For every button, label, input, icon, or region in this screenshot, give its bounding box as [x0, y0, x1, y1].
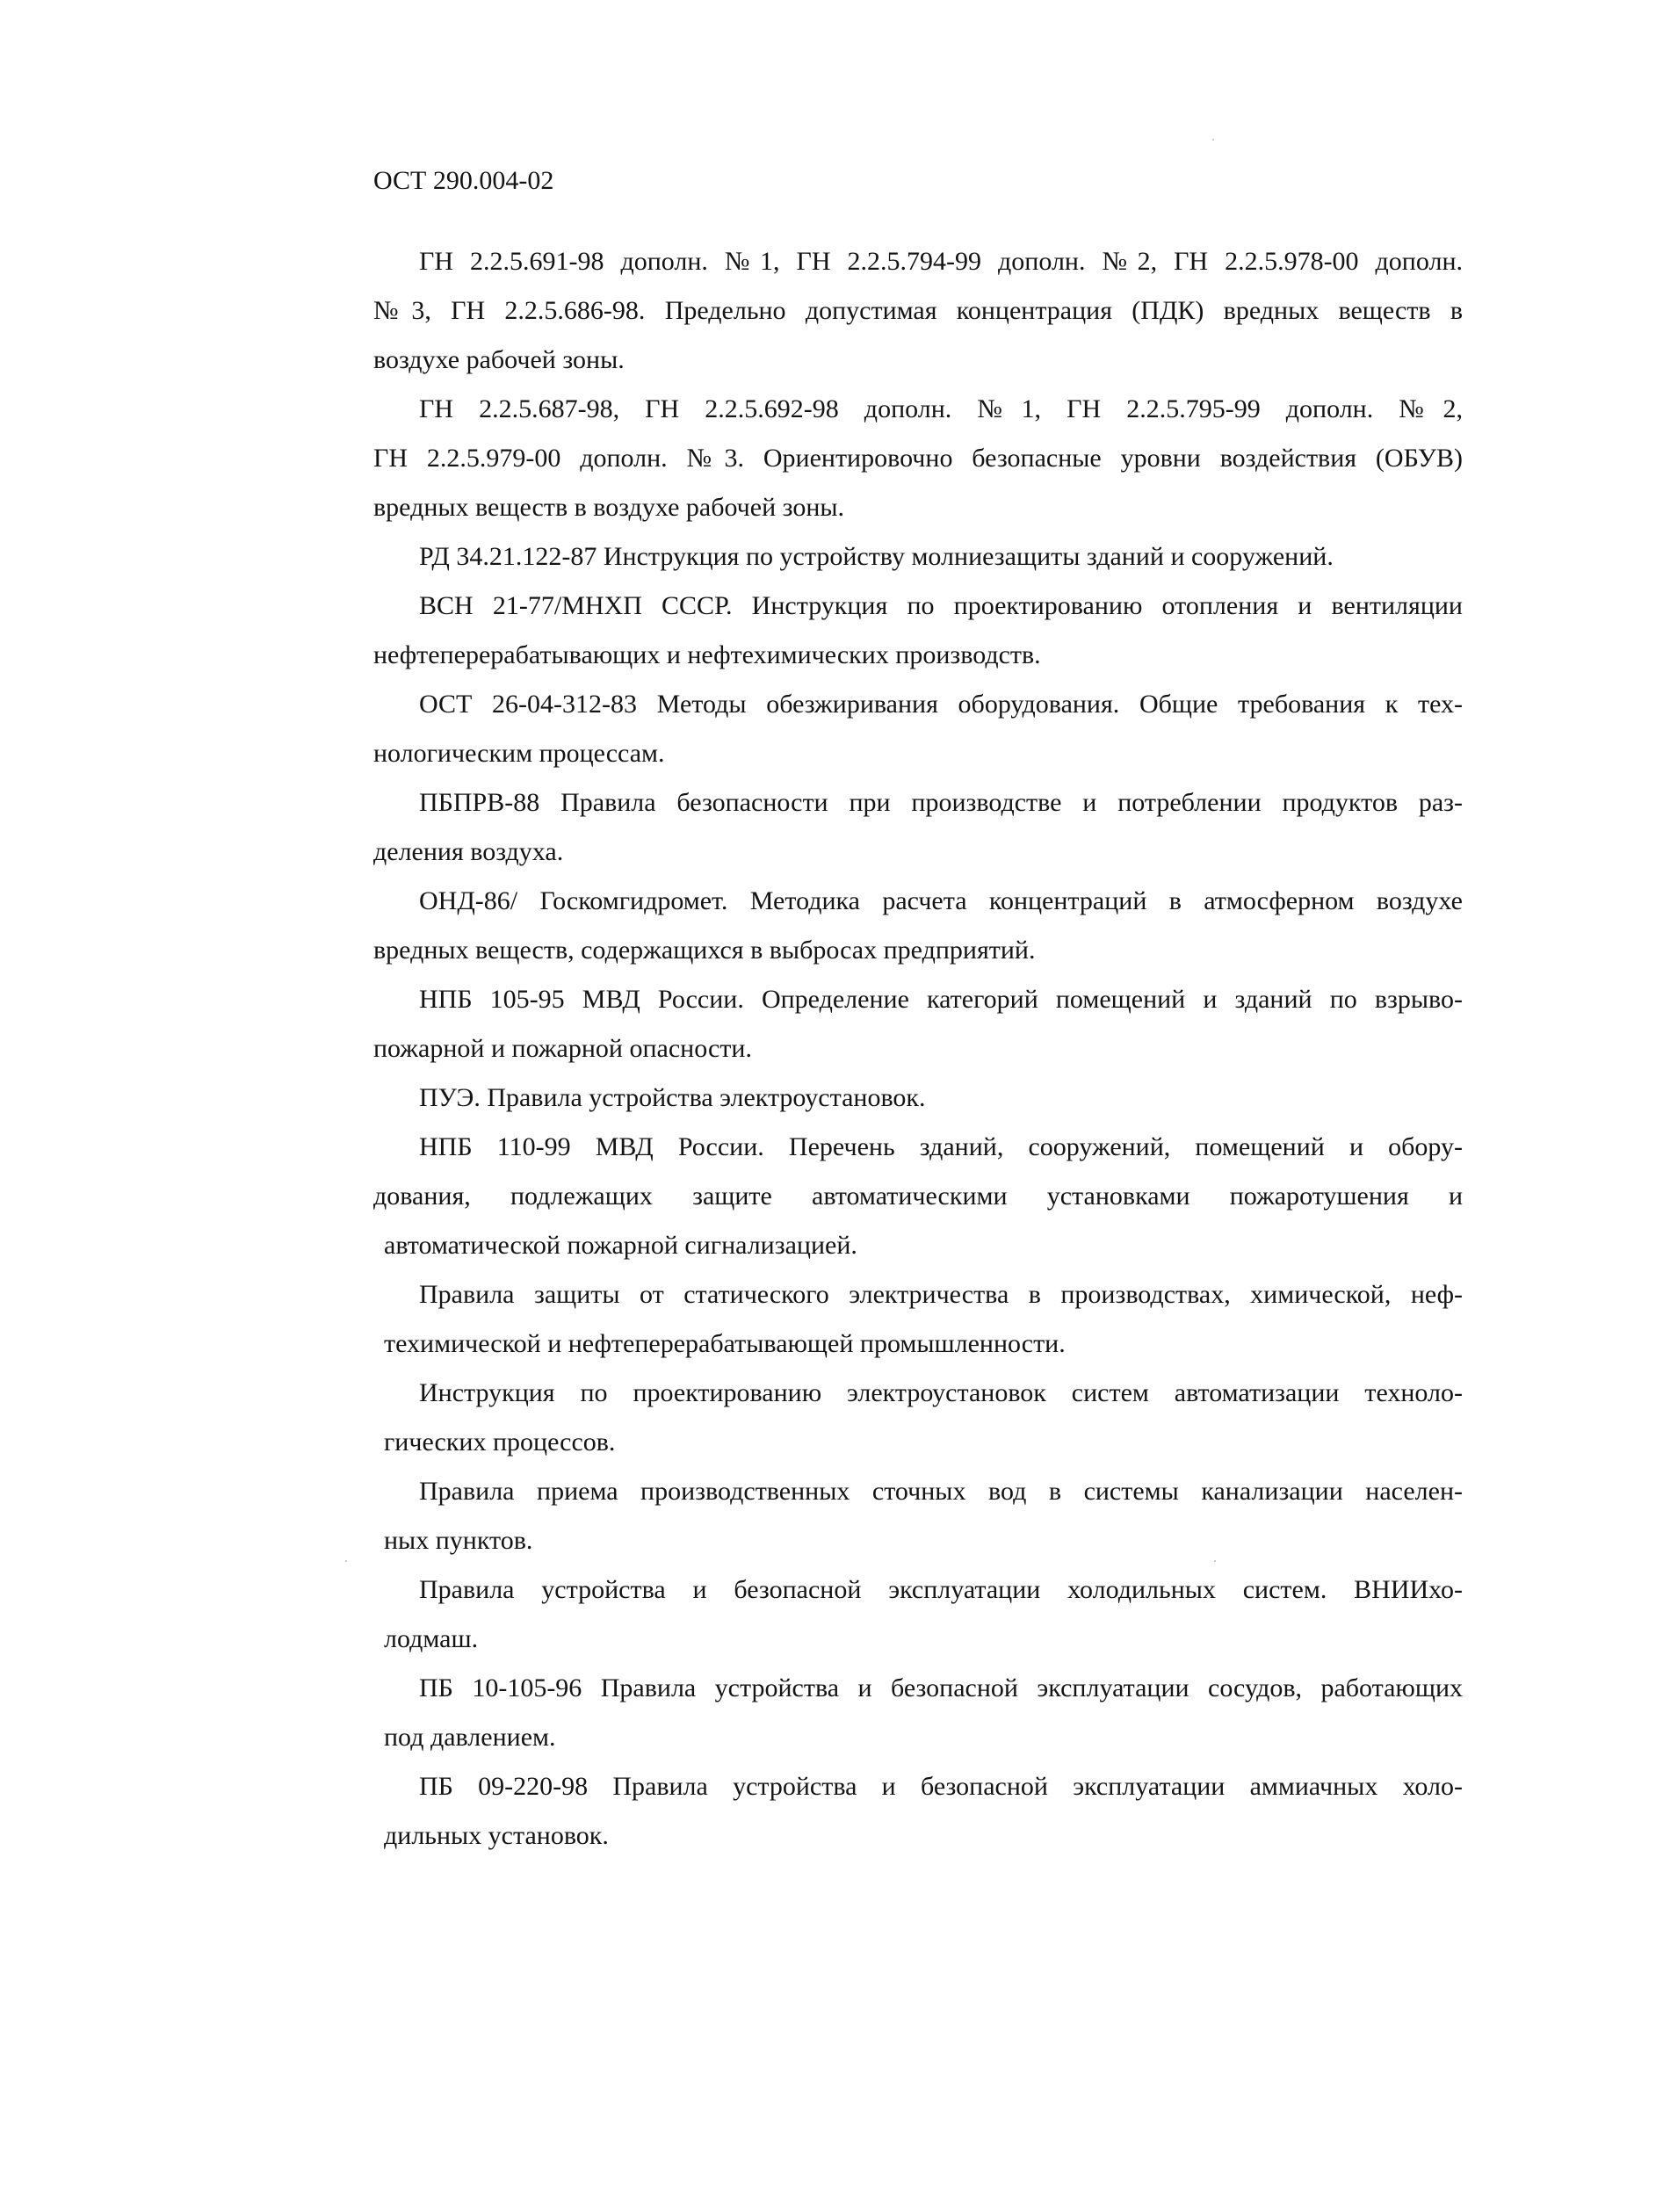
- paragraph-line: ГН 2.2.5.687-98, ГН 2.2.5.692-98 дополн. №1, ГН 2.2.5.795-99 дополн. №2,: [419, 394, 1463, 423]
- reference-paragraph: [373, 532, 1463, 582]
- paragraph-line: НПБ 110-99 МВД России. Перечень зданий, сооружений, помещений и обору-: [419, 1132, 1463, 1161]
- document-code-header: ОСТ 290.004-02: [373, 166, 554, 195]
- paragraph-line: деления воздуха.: [373, 837, 564, 866]
- reference-paragraph: [373, 1123, 1463, 1270]
- reference-paragraph: [373, 1664, 1463, 1762]
- scan-speck: [345, 1560, 347, 1562]
- reference-paragraph: [373, 1073, 1463, 1123]
- paragraph-line: ных пунктов.: [384, 1526, 533, 1555]
- paragraph-line: автоматической пожарной сигнализацией.: [384, 1231, 857, 1260]
- paragraph-line: №3, ГН 2.2.5.686-98. Предельно допустимая концентрация (ПДК) вредных веществ в: [373, 296, 1463, 325]
- paragraph-line: воздухе рабочей зоны.: [373, 345, 625, 374]
- paragraph-line: ПБ 09-220-98 Правила устройства и безопасной эксплуатации аммиачных холо-: [419, 1772, 1463, 1801]
- paragraph-line: Инструкция по проектированию электроустановок систем автоматизации техноло-: [419, 1378, 1463, 1407]
- paragraph-line: Правила приема производственных сточных вод в системы канализации населен-: [419, 1477, 1463, 1506]
- reference-paragraph: [373, 877, 1463, 975]
- paragraph-line: ПБПРВ-88 Правила безопасности при производстве и потреблении продуктов раз-: [419, 788, 1463, 817]
- paragraph-line: ПУЭ. Правила устройства электроустановок.: [419, 1083, 926, 1112]
- paragraph-line: вредных веществ, содержащихся в выбросах предприятий.: [373, 936, 1036, 965]
- reference-paragraph: [373, 385, 1463, 532]
- paragraph-line: ОСТ 26-04-312-83 Методы обезжиривания оборудования. Общие требования к тех-: [419, 690, 1463, 719]
- reference-paragraph: [373, 1270, 1463, 1369]
- paragraph-line: дования, подлежащих защите автоматическими установками пожаротушения и: [373, 1182, 1463, 1211]
- reference-paragraph: [373, 975, 1463, 1073]
- paragraph-line: ГН 2.2.5.691-98 дополн. №1, ГН 2.2.5.794-99 дополн. №2, ГН 2.2.5.978-00 дополн.: [419, 247, 1463, 276]
- paragraph-line: Правила защиты от статического электричества в производствах, химической, неф-: [419, 1280, 1463, 1309]
- paragraph-line: нефтеперерабатывающих и нефтехимических производств.: [373, 640, 1041, 669]
- paragraph-line: РД 34.21.122-87 Инструкция по устройству молниезащиты зданий и сооружений.: [419, 542, 1334, 571]
- reference-paragraph: [373, 680, 1463, 778]
- reference-paragraph: [373, 778, 1463, 877]
- paragraph-line: дильных установок.: [384, 1821, 609, 1850]
- paragraph-line: Правила устройства и безопасной эксплуатации холодильных систем. ВНИИхо-: [419, 1575, 1463, 1604]
- paragraph-line: вредных веществ в воздухе рабочей зоны.: [373, 493, 845, 522]
- paragraph-line: ОНД-86/ Госкомгидромет. Методика расчета концентраций в атмосферном воздухе: [419, 886, 1463, 915]
- scan-speck: [1212, 139, 1214, 141]
- paragraph-line: НПБ 105-95 МВД России. Определение категорий помещений и зданий по взрыво-: [419, 985, 1463, 1014]
- reference-paragraph: [373, 582, 1463, 680]
- reference-paragraph: [373, 1467, 1463, 1565]
- paragraph-line: гических процессов.: [384, 1428, 616, 1457]
- reference-paragraph: [373, 237, 1463, 385]
- reference-paragraph: [373, 1565, 1463, 1664]
- paragraph-line: ПБ 10-105-96 Правила устройства и безопасной эксплуатации сосудов, работающих: [419, 1673, 1463, 1702]
- paragraph-line: под давлением.: [384, 1723, 556, 1752]
- paragraph-line: пожарной и пожарной опасности.: [373, 1034, 752, 1063]
- paragraph-line: техимической и нефтеперерабатывающей промышленности.: [384, 1329, 1066, 1358]
- paragraph-line: лодмаш.: [384, 1624, 479, 1653]
- paragraph-line: нологическим процессам.: [373, 739, 665, 768]
- references-list: [373, 237, 1463, 1861]
- reference-paragraph: [373, 1762, 1463, 1861]
- reference-paragraph: [373, 1369, 1463, 1467]
- paragraph-line: ГН 2.2.5.979-00 дополн. №3. Ориентировочно безопасные уровни воздействия (ОБУВ): [373, 444, 1463, 473]
- scan-speck: [1214, 1560, 1216, 1562]
- paragraph-line: ВСН 21-77/МНХП СССР. Инструкция по проектированию отопления и вентиляции: [419, 591, 1463, 620]
